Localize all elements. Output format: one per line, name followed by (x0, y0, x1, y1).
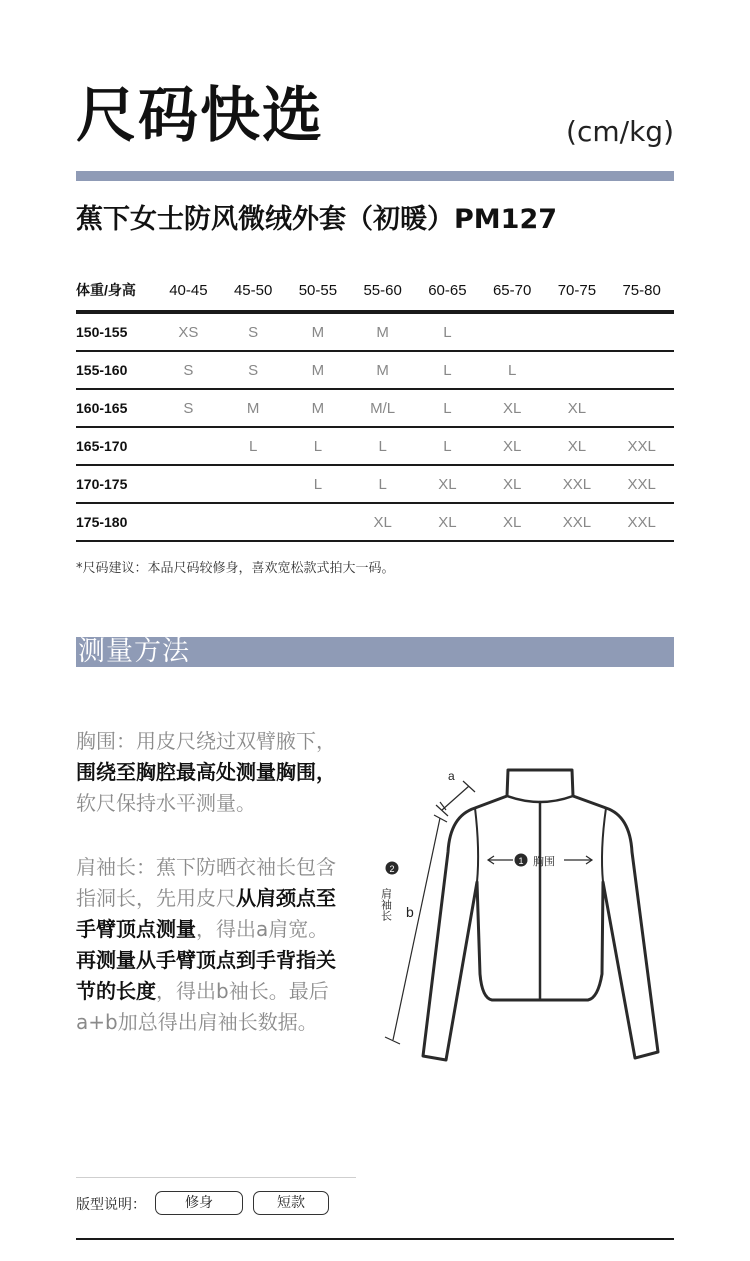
size-cell: XL (567, 399, 587, 417)
weight-column-header: 70-75 (557, 281, 597, 299)
size-cell: M (246, 399, 260, 417)
size-chart-row (76, 389, 674, 427)
size-cell: L (443, 361, 452, 379)
fit-tag-slim: 修身 (155, 1191, 243, 1215)
chest-text-bold: 围绕至胸腔最高处测量胸围， (76, 760, 336, 784)
weight-column-header: 55-60 (363, 281, 402, 299)
chest-text: 软尺保持水平测量。 (76, 791, 256, 815)
size-cell (156, 503, 221, 541)
size-cell (545, 351, 610, 389)
size-cell (156, 427, 221, 465)
size-cell: M (311, 399, 325, 417)
corner-header: 体重/身高 (76, 282, 136, 298)
height-row-header: 175-180 (76, 514, 128, 530)
sleeve-measure-description (76, 852, 336, 1038)
size-cell (609, 389, 674, 427)
size-cell: S (183, 399, 194, 417)
fit-tag-short: 短款 (253, 1191, 329, 1215)
size-cell (286, 503, 351, 541)
size-chart-row (76, 503, 674, 541)
size-cell: L (248, 437, 258, 455)
size-cell: XL (502, 475, 522, 493)
header-divider-bar (76, 171, 674, 181)
sleeve-text-bold: 从肩颈点至手臂顶点测量 (76, 886, 336, 941)
shoulder-measure-a (442, 786, 469, 810)
size-cell (221, 465, 286, 503)
size-cell: XXL (627, 475, 656, 493)
fit-description-label: 版型说明： (76, 1197, 146, 1213)
marker-1-number: 1 (518, 856, 524, 866)
weight-column-header: 75-80 (622, 281, 661, 299)
size-cell: XXL (562, 513, 592, 531)
height-row-header: 170-175 (76, 476, 128, 492)
weight-column-header: 45-50 (233, 281, 273, 299)
size-cell: XXL (627, 437, 656, 455)
size-cell: M (376, 361, 389, 379)
marker-2-number: 2 (389, 864, 395, 874)
sleeve-measure-b (393, 818, 440, 1040)
size-cell: S (248, 361, 259, 379)
size-cell: XS (178, 323, 199, 341)
size-chart-row (76, 351, 674, 389)
footer-divider (76, 1177, 356, 1178)
size-cell (221, 503, 286, 541)
size-cell: XXL (627, 513, 656, 531)
sleeve-length-label: 肩袖长 (379, 888, 393, 921)
size-cell: M (376, 323, 389, 341)
armhole-line (602, 808, 606, 882)
size-cell (609, 312, 674, 351)
chest-label: 胸围 (533, 855, 555, 868)
size-cell (609, 351, 674, 389)
size-cell: M (311, 323, 325, 341)
size-cell: L (443, 323, 452, 341)
size-cell: XL (373, 513, 392, 531)
unit-label: (cm/kg) (566, 115, 674, 148)
size-cell: L (378, 437, 387, 455)
size-cell: L (313, 475, 323, 493)
size-cell: M/L (370, 399, 396, 417)
weight-column-header: 50-55 (298, 281, 338, 299)
height-row-header: 160-165 (76, 400, 128, 416)
section-title-measure: 测量方法 (78, 636, 190, 667)
size-cell: XXL (562, 475, 592, 493)
size-cell: L (313, 437, 323, 455)
page-title: 尺码快选 (76, 81, 324, 151)
size-cell (156, 465, 221, 503)
product-name: 蕉下女士防风微绒外套（初暖）PM127 (76, 204, 558, 235)
size-cell: XL (438, 475, 457, 493)
label-a: a (448, 769, 455, 783)
size-cell: XL (502, 437, 522, 455)
size-chart-header-row (76, 270, 674, 312)
label-b: b (406, 904, 414, 920)
chest-measure-description (76, 726, 336, 819)
sleeve-text: 肩袖长：蕉下防晒衣袖长包含指洞长，先用皮尺 (76, 855, 336, 910)
sleeve-text: ，得出a肩宽。 (196, 917, 329, 941)
armhole-line (475, 808, 478, 882)
size-chart-row (76, 465, 674, 503)
chest-text: 胸围：用皮尺绕过双臂腋下， (76, 729, 336, 753)
bottom-divider (76, 1238, 674, 1240)
size-cell (545, 312, 610, 351)
size-cell: L (443, 437, 452, 455)
size-chart-row (76, 312, 674, 351)
weight-column-header: 60-65 (428, 281, 467, 299)
size-cell: XL (438, 513, 457, 531)
height-row-header: 150-155 (76, 324, 128, 340)
sleeve-text-bold: 再测量从手臂顶点到手背指关节的长度 (76, 948, 336, 1003)
size-cell: L (507, 361, 517, 379)
weight-column-header: 40-45 (169, 281, 208, 299)
size-cell: L (378, 475, 387, 493)
size-cell: L (443, 399, 452, 417)
height-row-header: 155-160 (76, 362, 128, 378)
jacket-measurement-diagram (370, 760, 670, 1070)
size-cell: XL (567, 437, 587, 455)
size-advice-note: *尺码建议：本品尺码较修身，喜欢宽松款式拍大一码。 (76, 561, 395, 576)
size-cell: XL (502, 399, 522, 417)
sleeve-text: ，得出b袖长。最后a+b加总得出肩袖长数据。 (76, 979, 329, 1034)
size-cell: S (248, 323, 259, 341)
size-cell: XL (502, 513, 522, 531)
size-chart-row (76, 427, 674, 465)
size-chart-table (76, 270, 674, 542)
size-cell: S (183, 361, 194, 379)
height-row-header: 165-170 (76, 438, 128, 454)
size-cell: M (311, 361, 325, 379)
weight-column-header: 65-70 (492, 281, 532, 299)
size-cell (480, 312, 545, 351)
